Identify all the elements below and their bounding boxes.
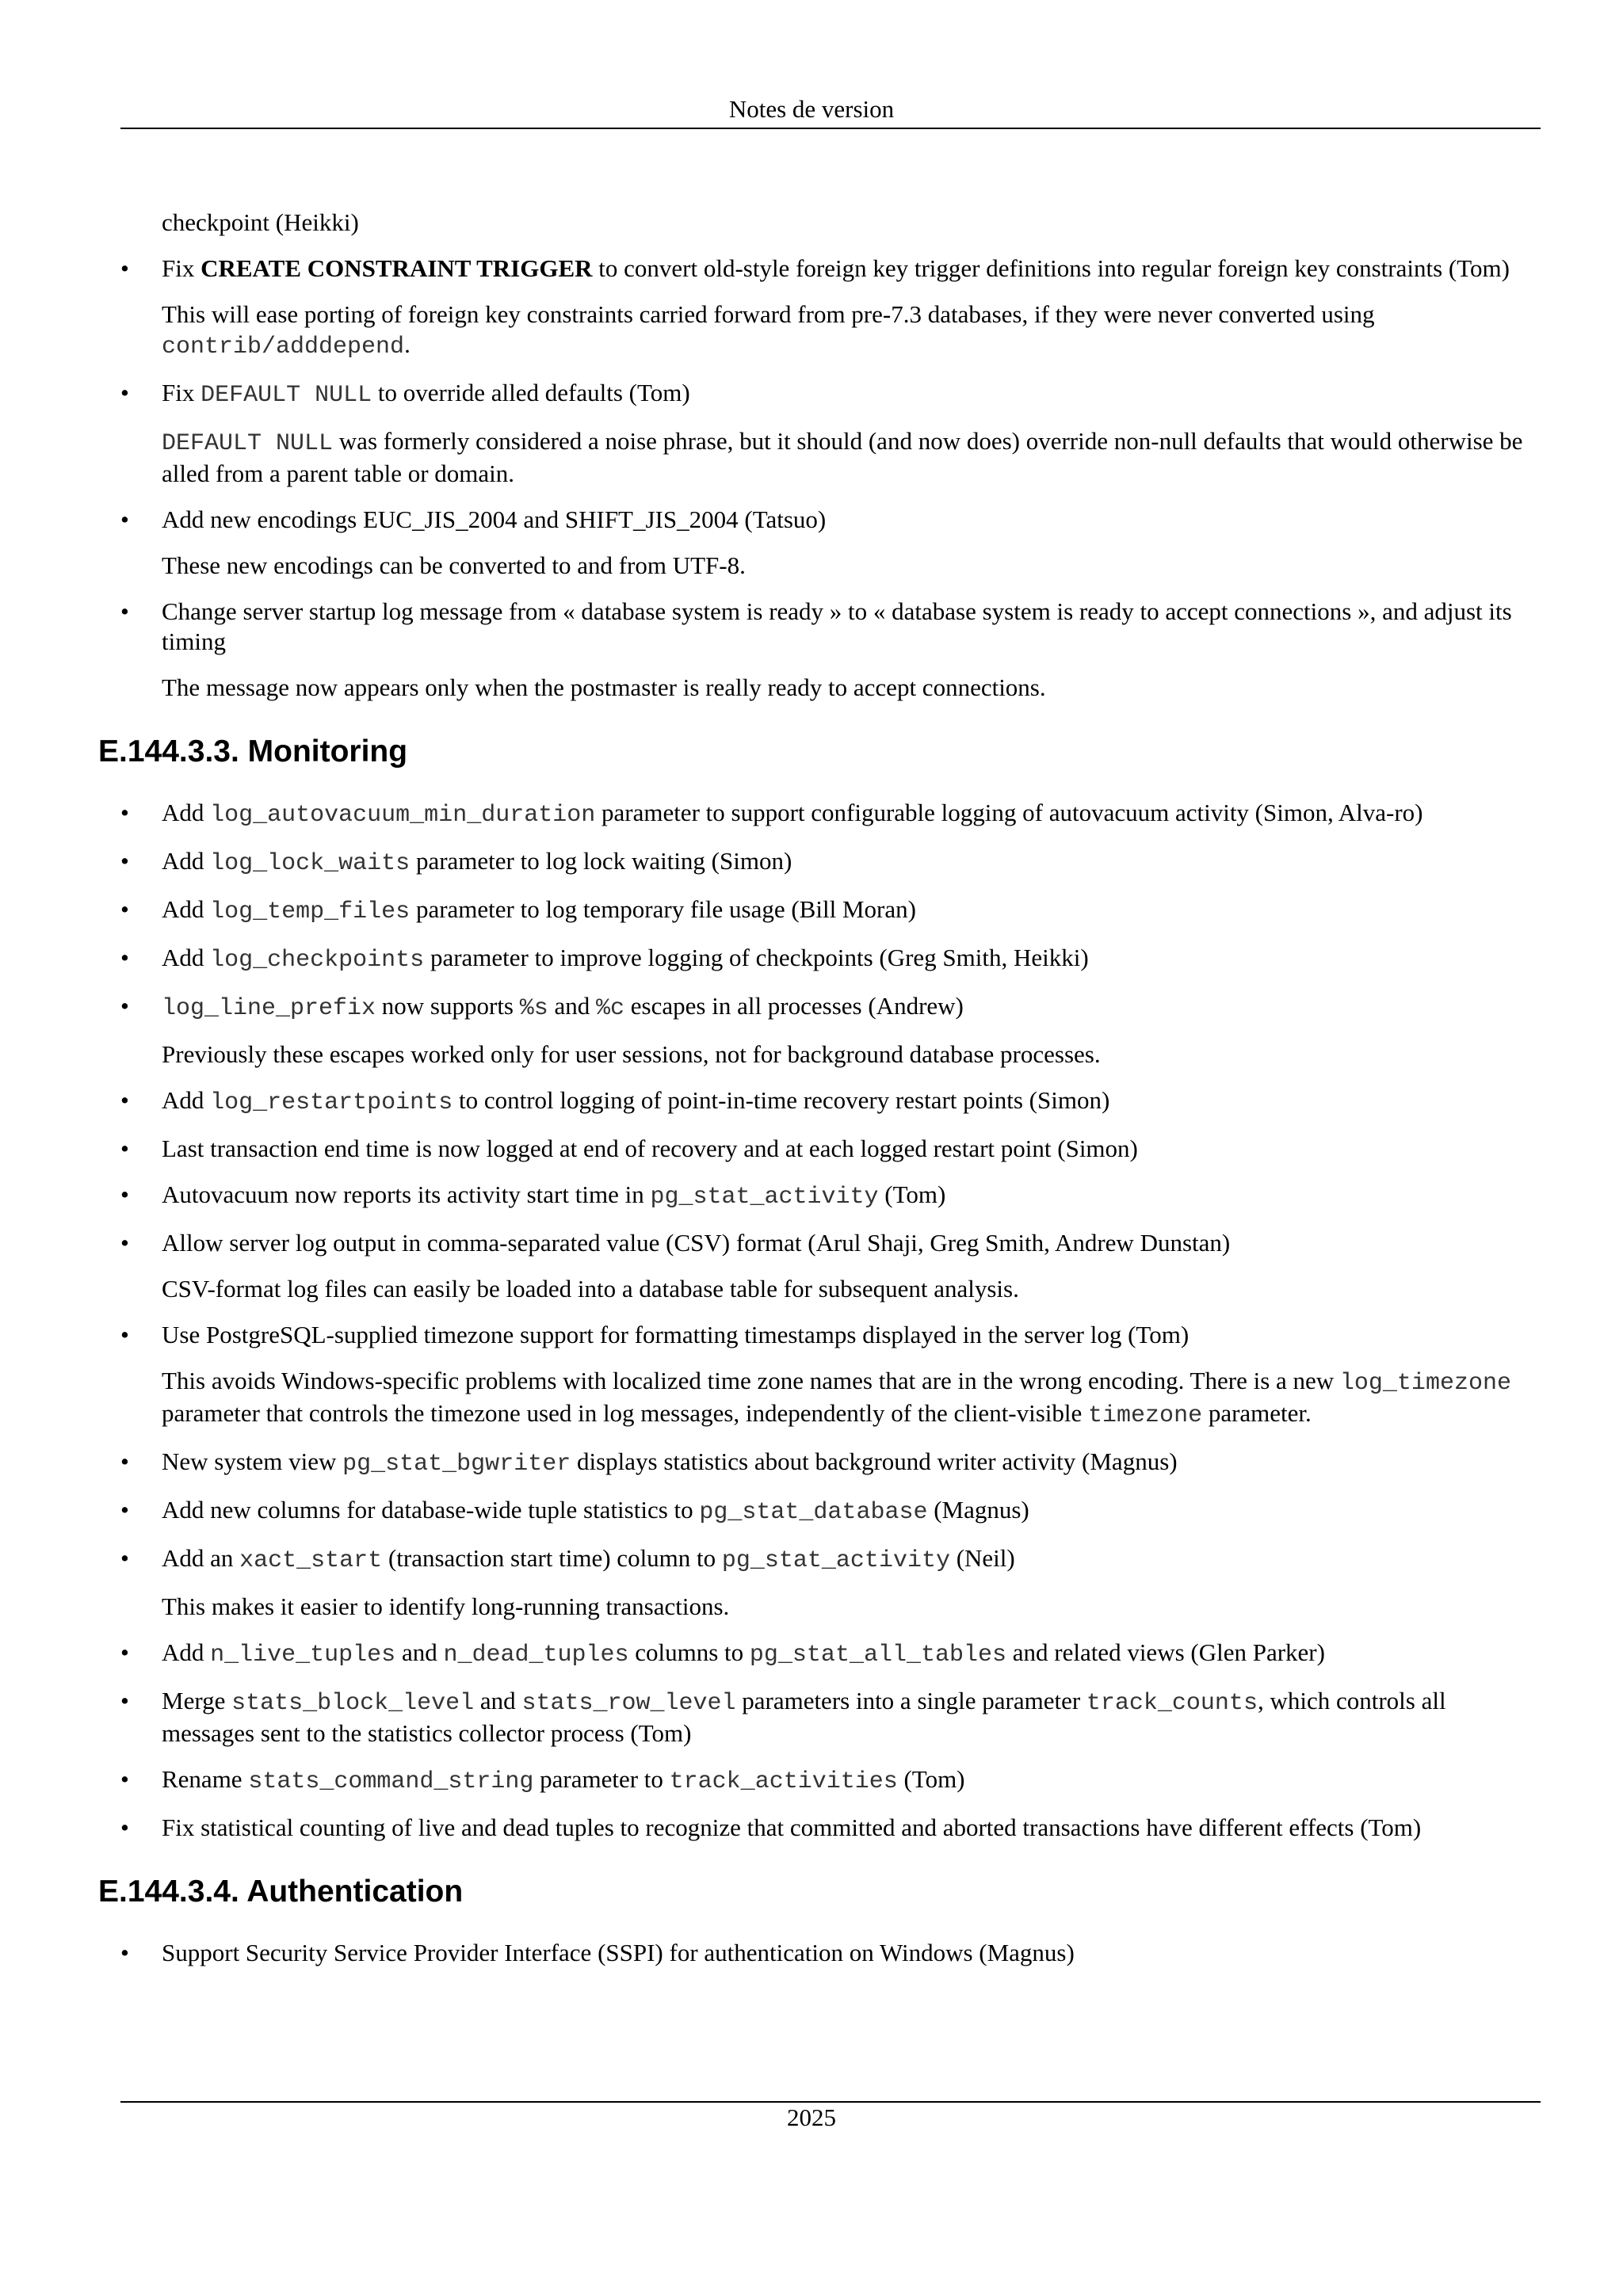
text-run: Add	[162, 847, 211, 875]
code-literal: pg_stat_database	[699, 1499, 928, 1526]
list-item	[120, 846, 1541, 879]
text-run: This makes it easier to identify long-running transactions.	[162, 1592, 730, 1620]
text-run: Previously these escapes worked only for user sessions, not for background database processes.	[162, 1040, 1101, 1068]
text-run: escapes in all processes (Andrew)	[624, 992, 964, 1020]
text-run: Add	[162, 1638, 211, 1666]
continuation-text: checkpoint (Heikki)	[162, 208, 359, 236]
code-literal: pg_stat_all_tables	[749, 1642, 1006, 1669]
text-run: (Magnus)	[927, 1496, 1029, 1524]
text-run: and	[474, 1687, 522, 1714]
text-run: Add an	[162, 1544, 240, 1572]
item-text	[162, 1228, 1541, 1258]
list-item	[120, 505, 1541, 581]
item-text	[162, 505, 1541, 535]
list-item	[120, 1543, 1541, 1622]
monitoring-list	[120, 798, 1541, 1843]
list-item	[120, 1320, 1541, 1431]
text-run: parameter to log lock waiting (Simon)	[410, 847, 792, 875]
bullet-icon: •	[120, 992, 129, 1020]
bullet-icon: •	[120, 1638, 129, 1666]
text-run: Last transaction end time is now logged at end of recovery and at each logged restart point (Simon)	[162, 1135, 1138, 1162]
list-item	[120, 1447, 1541, 1479]
item-text	[162, 798, 1541, 830]
text-run: and	[548, 992, 597, 1020]
text-run: Use PostgreSQL-supplied timezone support for formatting timestamps displayed in the server log (Tom)	[162, 1321, 1190, 1348]
text-run: Add new columns for database-wide tuple statistics to	[162, 1496, 700, 1524]
text-run: (transaction start time) column to	[382, 1544, 722, 1572]
code-literal: xact_start	[239, 1547, 383, 1574]
bullet-icon: •	[120, 1447, 129, 1475]
item-detail	[162, 426, 1541, 489]
item-text	[162, 1638, 1541, 1670]
text-run: parameter to support configurable logging of autovacuum activity (Simon, Alva-ro)	[595, 799, 1423, 826]
code-literal: log_temp_files	[210, 898, 411, 925]
text-run: Change server startup log message from « database system is ready » to « database system is ready to accept connections », and adjust its timing	[162, 597, 1512, 655]
bullet-icon: •	[120, 505, 129, 533]
bullet-icon: •	[120, 847, 129, 875]
item-text	[162, 1447, 1541, 1479]
item-text	[162, 991, 1541, 1024]
text-run: This avoids Windows-specific problems with localized time zone names that are in the wrong encoding. There is a new	[162, 1367, 1340, 1394]
text-run: now supports	[376, 992, 520, 1020]
list-item	[120, 254, 1541, 362]
bullet-icon: •	[120, 1687, 129, 1714]
list-item	[120, 798, 1541, 830]
code-literal: timezone	[1088, 1402, 1203, 1429]
code-literal: DEFAULT NULL	[200, 382, 372, 409]
running-header: Notes de version	[728, 95, 895, 123]
item-detail	[162, 673, 1541, 703]
list-item	[120, 1686, 1541, 1749]
text-run: and	[395, 1638, 444, 1666]
list-item	[120, 894, 1541, 927]
text-run: CSV-format log files can easily be loaded into a database table for subsequent analysis.	[162, 1275, 1019, 1302]
code-literal: log_autovacuum_min_duration	[210, 802, 596, 829]
text-run: (Tom)	[897, 1765, 965, 1793]
code-literal: log_restartpoints	[210, 1089, 453, 1116]
text-run: to convert old-style foreign key trigger definitions into regular foreign key constraints (Tom)	[592, 254, 1510, 282]
text-run: parameters into a single parameter	[735, 1687, 1086, 1714]
text-run: These new encodings can be converted to and from UTF-8.	[162, 551, 746, 579]
list-item	[120, 1085, 1541, 1118]
code-literal: contrib/adddepend	[162, 334, 405, 360]
text-run: , which controls all messages sent to the statistics collector process (Tom)	[162, 1687, 1446, 1747]
bullet-icon: •	[120, 1496, 129, 1524]
text-run: Fix statistical counting of live and dead tuples to recognize that committed and aborted transactions have different effects (Tom)	[162, 1814, 1422, 1841]
bullet-icon: •	[120, 1544, 129, 1572]
bullet-icon: •	[120, 1180, 129, 1208]
code-literal: stats_row_level	[521, 1690, 736, 1717]
bullet-icon: •	[120, 1135, 129, 1162]
text-run: Add new encodings EUC_JIS_2004 and SHIFT_JIS_2004 (Tatsuo)	[162, 505, 827, 533]
text-run: parameter that controls the timezone used in log messages, independently of the client-visible	[162, 1399, 1089, 1427]
item-text	[162, 1495, 1541, 1527]
code-literal: stats_command_string	[248, 1768, 534, 1795]
text-run: parameter to log temporary file usage (Bill Moran)	[410, 895, 916, 923]
item-text	[162, 254, 1541, 284]
header-rule	[120, 128, 1541, 129]
page-number: 2025	[787, 2103, 836, 2131]
text-run: to control logging of point-in-time recovery restart points (Simon)	[453, 1086, 1110, 1114]
code-literal: log_timezone	[1339, 1370, 1511, 1397]
bullet-icon: •	[120, 597, 129, 625]
code-literal: %c	[596, 995, 625, 1022]
text-run: columns to	[628, 1638, 750, 1666]
bullet-icon: •	[120, 1321, 129, 1348]
section-heading-authentication: E.144.3.4. Authentication	[98, 1875, 464, 1909]
general-list	[120, 254, 1541, 703]
code-literal: log_line_prefix	[162, 995, 376, 1022]
bullet-icon: •	[120, 895, 129, 923]
item-text	[162, 1543, 1541, 1576]
code-literal: n_live_tuples	[210, 1642, 396, 1669]
list-item	[120, 1495, 1541, 1527]
bullet-icon: •	[120, 799, 129, 826]
item-text	[162, 1764, 1541, 1797]
item-text	[162, 1938, 1541, 1968]
text-run: This will ease porting of foreign key constraints carried forward from pre-7.3 databases, if they were never converted using	[162, 300, 1375, 328]
bullet-icon: •	[120, 254, 129, 282]
text-run: Add	[162, 799, 211, 826]
item-text	[162, 1686, 1541, 1749]
bullet-icon: •	[120, 1814, 129, 1841]
item-text	[162, 597, 1541, 657]
text-run: parameter to	[533, 1765, 670, 1793]
code-literal: track_counts	[1086, 1690, 1258, 1717]
list-item	[120, 1813, 1541, 1843]
item-text	[162, 943, 1541, 975]
item-text	[162, 1813, 1541, 1843]
list-item	[120, 1180, 1541, 1212]
item-detail	[162, 1366, 1541, 1431]
text-run: The message now appears only when the postmaster is really ready to accept connections.	[162, 673, 1046, 701]
bullet-icon: •	[120, 1765, 129, 1793]
list-item	[120, 943, 1541, 975]
text-run: Add	[162, 895, 211, 923]
text-run: (Neil)	[949, 1544, 1015, 1572]
text-run: Fix	[162, 379, 201, 406]
bold-literal: CREATE CONSTRAINT TRIGGER	[200, 254, 593, 282]
text-run: was formerly considered a noise phrase, but it should (and now does) override non-null defaults that would otherwise be alled from a parent table or domain.	[162, 427, 1523, 487]
code-literal: track_activities	[669, 1768, 898, 1795]
list-item	[120, 378, 1541, 489]
bullet-icon: •	[120, 1229, 129, 1257]
list-item	[120, 1228, 1541, 1304]
bullet-icon: •	[120, 1086, 129, 1114]
code-literal: %s	[519, 995, 548, 1022]
code-literal: log_checkpoints	[210, 947, 425, 974]
item-detail	[162, 1274, 1541, 1304]
list-item	[120, 1764, 1541, 1797]
item-detail	[162, 299, 1541, 362]
item-text	[162, 1085, 1541, 1118]
code-literal: pg_stat_activity	[650, 1184, 879, 1211]
text-run: .	[404, 330, 411, 358]
list-item	[120, 991, 1541, 1070]
text-run: Support Security Service Provider Interface (SSPI) for authentication on Windows (Magnus)	[162, 1939, 1075, 1966]
list-item	[120, 1938, 1541, 1968]
item-detail	[162, 1592, 1541, 1622]
text-run: displays statistics about background writer activity (Magnus)	[571, 1447, 1178, 1475]
code-literal: log_lock_waits	[210, 850, 411, 877]
item-detail	[162, 1039, 1541, 1070]
item-text	[162, 1320, 1541, 1350]
item-text	[162, 1180, 1541, 1212]
list-item	[120, 1134, 1541, 1164]
text-run: (Tom)	[878, 1180, 946, 1208]
page-content	[98, 208, 1541, 1984]
authentication-list	[120, 1938, 1541, 1968]
text-run: Rename	[162, 1765, 249, 1793]
text-run: Fix	[162, 254, 201, 282]
text-run: parameter to improve logging of checkpoints (Greg Smith, Heikki)	[424, 944, 1089, 971]
text-run: Add	[162, 944, 211, 971]
text-run: and related views (Glen Parker)	[1006, 1638, 1325, 1666]
code-literal: stats_block_level	[231, 1690, 475, 1717]
item-text	[162, 1134, 1541, 1164]
bullet-icon: •	[120, 1939, 129, 1966]
text-run: Autovacuum now reports its activity start time in	[162, 1180, 651, 1208]
text-run: New system view	[162, 1447, 343, 1475]
code-literal: DEFAULT NULL	[162, 430, 334, 457]
item-text	[162, 378, 1541, 410]
bullet-icon: •	[120, 944, 129, 971]
bullet-icon: •	[120, 379, 129, 406]
item-text	[162, 846, 1541, 879]
code-literal: pg_stat_activity	[721, 1547, 950, 1574]
text-run: Allow server log output in comma-separated value (CSV) format (Arul Shaji, Greg Smith, Andrew Dunstan)	[162, 1229, 1231, 1257]
text-run: Add	[162, 1086, 211, 1114]
code-literal: n_dead_tuples	[443, 1642, 629, 1669]
text-run: to override alled defaults (Tom)	[372, 379, 690, 406]
text-run: parameter.	[1202, 1399, 1312, 1427]
list-item	[120, 1638, 1541, 1670]
item-text	[162, 894, 1541, 927]
text-run: Merge	[162, 1687, 232, 1714]
list-item	[120, 597, 1541, 703]
item-detail	[162, 551, 1541, 581]
section-heading-monitoring: E.144.3.3. Monitoring	[98, 734, 408, 769]
code-literal: pg_stat_bgwriter	[342, 1451, 571, 1478]
